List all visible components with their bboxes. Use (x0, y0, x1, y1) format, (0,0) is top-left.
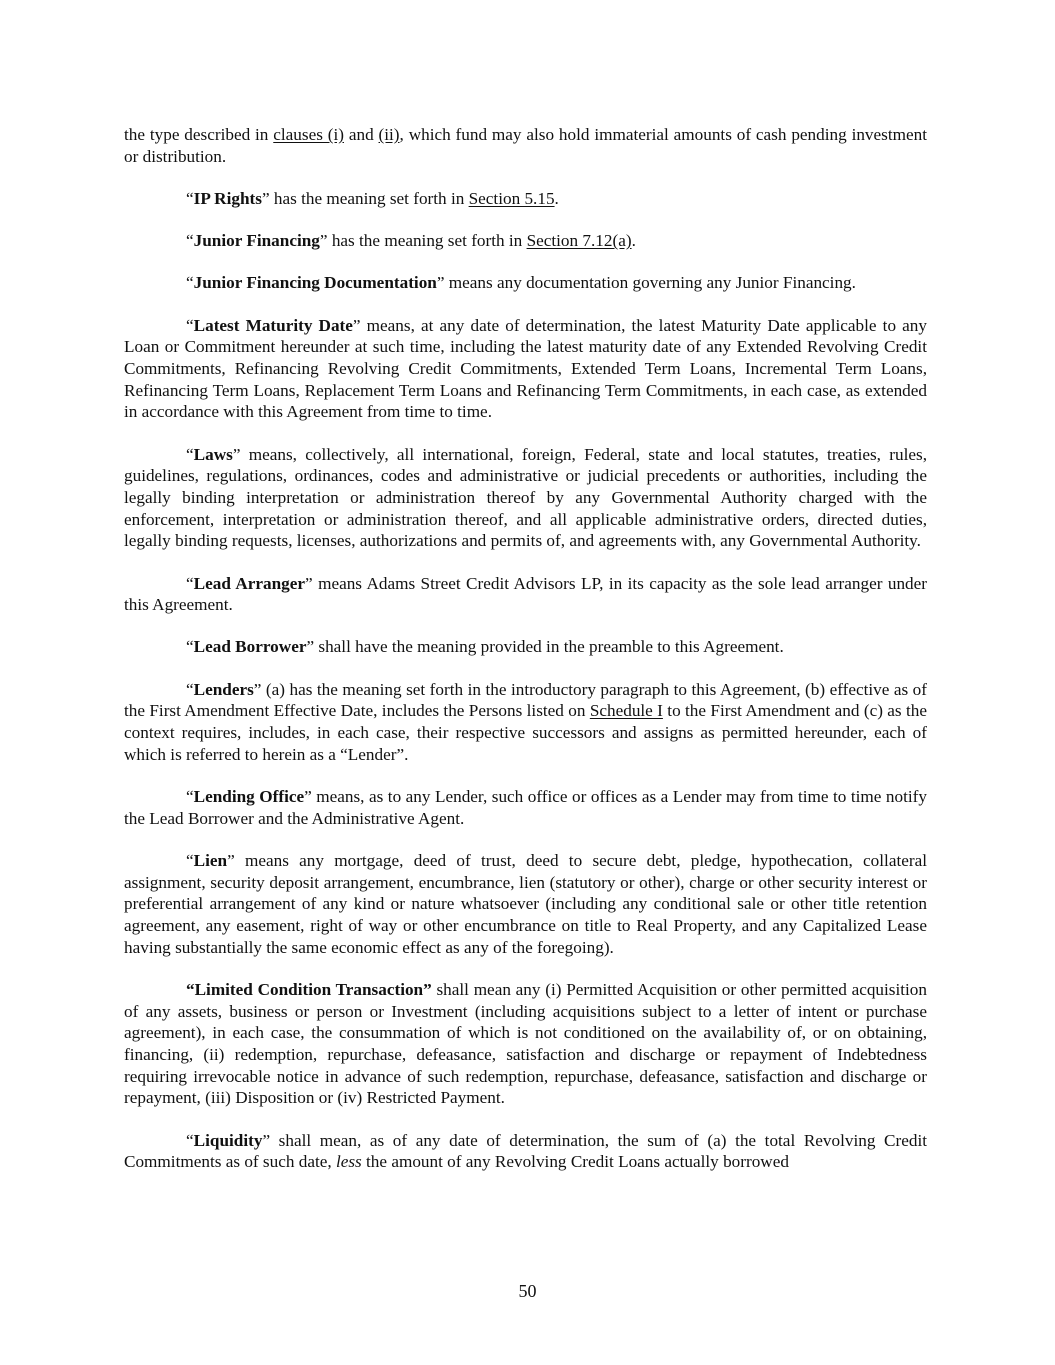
defined-term: Latest Maturity Date (193, 315, 353, 335)
document-page (124, 124, 927, 1194)
definition-lead-arranger: “Lead Arranger” means Adams Street Credit Advisors LP, in its capacity as the sole lead arranger under this Agreement. (124, 573, 927, 615)
defined-term: Laws (193, 444, 233, 464)
definition-ip-rights: “IP Rights” has the meaning set forth in Section 5.15. (186, 188, 559, 208)
definition-lenders: “Lenders” (a) has the meaning set forth in the introductory paragraph to this Agreement, (b) effective as of the First Amendment Effective Date, includes the Persons listed on Schedule I to the First Amendment and (c) as the context requires, includes, in each case, their respective successors and assigns as permitted hereunder, each of which is referred to herein as a “Lender”. (124, 679, 927, 764)
emphasis: less (335, 1152, 362, 1172)
definition-lien: “Lien” means any mortgage, deed of trust, deed to secure debt, pledge, hypothecation, collateral assignment, security deposit arrangement, encumbrance, lien (statutory or other), charge or other security interest or preferential arrangement of any kind or nature whatsoever (including any conditional sale or other title retention agreement, any easement, right of way or other encumbrance on title to Real Property, and any Capitalized Lease having substantially the same economic effect as any of the foregoing). (124, 850, 927, 957)
definition-junior-financing: “Junior Financing” has the meaning set forth in Section 7.12(a). (186, 231, 636, 251)
schedule-reference: Schedule I (589, 701, 663, 721)
defined-term: “Limited Condition Transaction” (186, 979, 432, 999)
defined-term: Lead Arranger (193, 573, 306, 593)
defined-term: Junior Financing Documentation (193, 273, 437, 293)
defined-term: Lending Office (193, 786, 305, 806)
clause-i-reference: clauses (i) (273, 125, 344, 144)
section-reference: Section 5.15 (468, 188, 555, 208)
clause-ii-reference: (ii) (378, 125, 400, 144)
section-reference: Section 7.12(a) (526, 231, 632, 251)
paragraph-continuation: the type described in clauses (i) and (ii), which fund may also hold immaterial amounts of cash pending investment or distribution. (124, 125, 927, 166)
page-number: 50 (518, 1281, 537, 1301)
definition-latest-maturity-date: “Latest Maturity Date” means, at any date of determination, the latest Maturity Date applicable to any Loan or Commitment hereunder at such time, including the latest maturity date of any Extended Revolving Credit Commitments, Refinancing Revolving Credit Commitments, Extended Term Loans, Incremental Term Loans, Refinancing Term Loans, Replacement Term Loans and Refinancing Term Commitments, in each case, as extended in accordance with this Agreement from time to time. (124, 315, 927, 422)
defined-term: Lenders (193, 679, 254, 699)
defined-term: Junior Financing (193, 231, 320, 251)
definition-laws: “Laws” means, collectively, all international, foreign, Federal, state and local statutes, treaties, rules, guidelines, regulations, ordinances, codes and administrative or judicial precedents or authorities, including the legally binding interpretation or administration thereof by any Governmental Authority charged with the enforcement, interpretation or administration thereof, and all applicable administrative orders, directed duties, legally binding requests, licenses, authorizations and permits of, and agreements with, any Governmental Authority. (124, 444, 927, 551)
defined-term: Liquidity (193, 1130, 263, 1150)
definition-lending-office: “Lending Office” means, as to any Lender, such office or offices as a Lender may from time to time notify the Lead Borrower and the Administrative Agent. (124, 786, 927, 828)
definition-liquidity: “Liquidity” shall mean, as of any date of determination, the sum of (a) the total Revolving Credit Commitments as of such date, less the amount of any Revolving Credit Loans actually borrowed (124, 1130, 927, 1172)
definition-lead-borrower: “Lead Borrower” shall have the meaning provided in the preamble to this Agreement. (186, 637, 784, 657)
definition-junior-financing-documentation: “Junior Financing Documentation” means any documentation governing any Junior Financing. (186, 273, 856, 293)
defined-term: Lien (193, 850, 228, 870)
defined-term: IP Rights (193, 188, 262, 208)
defined-term: Lead Borrower (193, 637, 307, 657)
definition-limited-condition-transaction: “Limited Condition Transaction” shall mean any (i) Permitted Acquisition or other permitted acquisition of any assets, business or person or Investment (including acquisitions subject to a letter of intent or purchase agreement), in each case, the consummation of which is not conditioned on the availability of, or on obtaining, financing, (ii) redemption, repurchase, defeasance, satisfaction and discharge or repayment of Indebtedness requiring irrevocable notice in advance of such redemption, repurchase, defeasance, satisfaction and discharge or repayment, (iii) Disposition or (iv) Restricted Payment. (124, 979, 927, 1108)
